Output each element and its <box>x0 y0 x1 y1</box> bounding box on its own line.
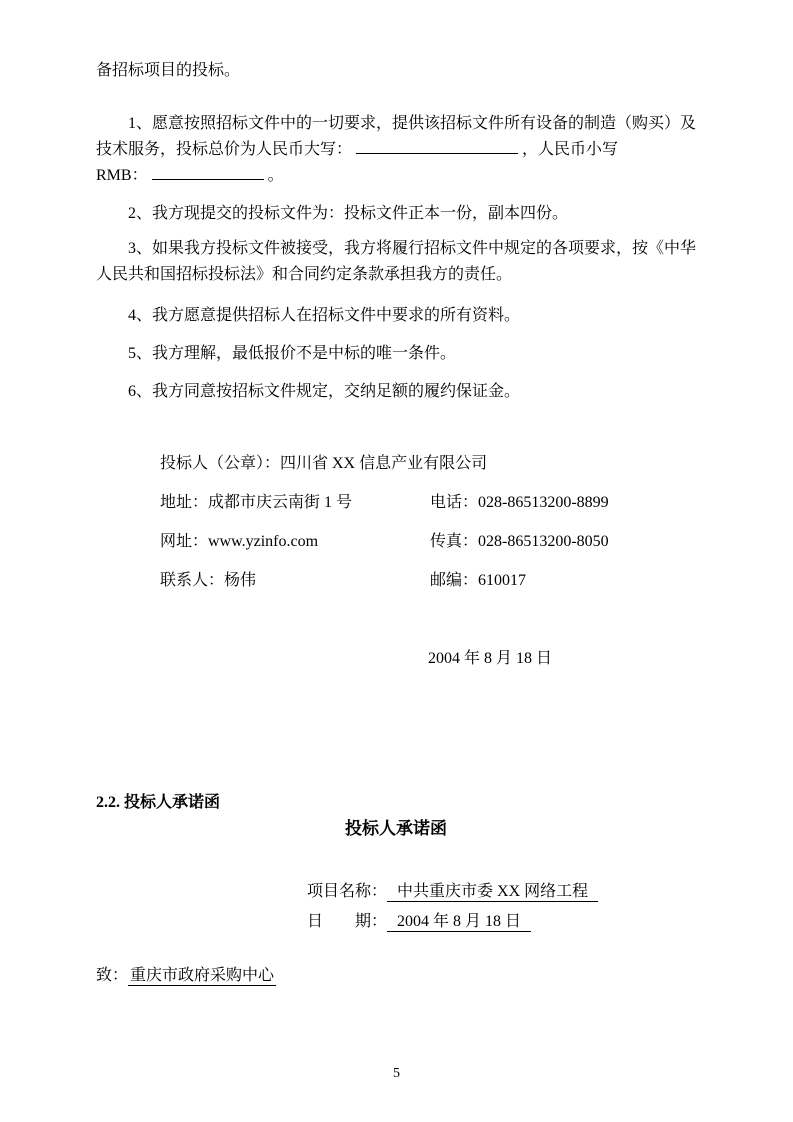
contact-row-contactperson-postcode <box>160 568 696 594</box>
project-name-value: 中共重庆市委 XX 网络工程 <box>387 883 598 902</box>
item4-text: 4、我方愿意提供招标人在招标文件中要求的所有资料。 <box>128 306 521 324</box>
item3-text: 3、如果我方投标文件被接受，我方将履行招标文件中规定的各项要求，按《中华人民共和国招标投标法》和合同约定条款承担我方的责任。 <box>96 240 697 284</box>
signature-date-text: 2004 年 8 月 18 日 <box>428 650 553 668</box>
signature-date <box>428 646 696 672</box>
letter-date-label: 日 期： <box>307 912 388 930</box>
section-heading: 2.2. 投标人承诺函 <box>96 794 221 812</box>
letter-date-value: 2004 年 8 月 18 日 <box>387 913 531 932</box>
intro-paragraph <box>96 58 696 84</box>
letter-title: 投标人承诺函 <box>345 819 447 839</box>
addressee-label: 致： <box>96 967 129 985</box>
item6-text: 6、我方同意按招标文件规定，交纳足额的履约保证金。 <box>128 382 521 400</box>
contact-row-address-phone <box>160 490 696 516</box>
website-text: 网址：www.yzinfo.com <box>160 532 319 550</box>
bidder-info-block <box>160 451 696 594</box>
address-text: 地址：成都市庆云南街 1 号 <box>160 493 353 511</box>
intro-text: 备招标项目的投标。 <box>96 62 241 79</box>
bidder-line <box>160 451 696 477</box>
item1-paragraph <box>96 111 696 189</box>
amount-numeric-blank <box>152 166 264 180</box>
amount-capital-blank <box>356 140 518 154</box>
fax-text: 传真：028-86513200-8050 <box>430 532 609 550</box>
item1-rmb-label: RMB： <box>96 167 148 185</box>
project-name-line <box>307 877 696 907</box>
item1-text-2: ，人民币小写 <box>522 141 619 159</box>
item1-period: 。 <box>267 167 284 185</box>
item2-text: 2、我方现提交的投标文件为：投标文件正本一份，副本四份。 <box>128 205 569 223</box>
project-name-label: 项目名称： <box>307 882 388 900</box>
bidder-text: 投标人（公章）：四川省 XX 信息产业有限公司 <box>160 454 488 472</box>
item1-text: 1、愿意按照招标文件中的一切要求，提供该招标文件所有设备的制造（购买）及技术服务，投标总价为人民币大写： <box>96 115 697 159</box>
page-number: 5 <box>393 1066 400 1081</box>
item2-paragraph <box>96 201 696 227</box>
addressee-line <box>96 963 696 989</box>
item6-paragraph <box>96 379 696 405</box>
contact-person-text: 联系人：杨伟 <box>160 572 257 590</box>
project-info-block <box>307 877 696 938</box>
phone-text: 电话：028-86513200-8899 <box>430 493 609 511</box>
postcode-text: 邮编：610017 <box>430 572 527 590</box>
item4-paragraph <box>96 303 696 329</box>
item5-paragraph <box>96 341 696 367</box>
contact-row-website-fax <box>160 529 696 555</box>
item3-paragraph <box>96 236 696 288</box>
letter-date-line <box>307 907 696 937</box>
item5-text: 5、我方理解，最低报价不是中标的唯一条件。 <box>128 344 457 362</box>
addressee-value: 重庆市政府采购中心 <box>130 967 275 985</box>
